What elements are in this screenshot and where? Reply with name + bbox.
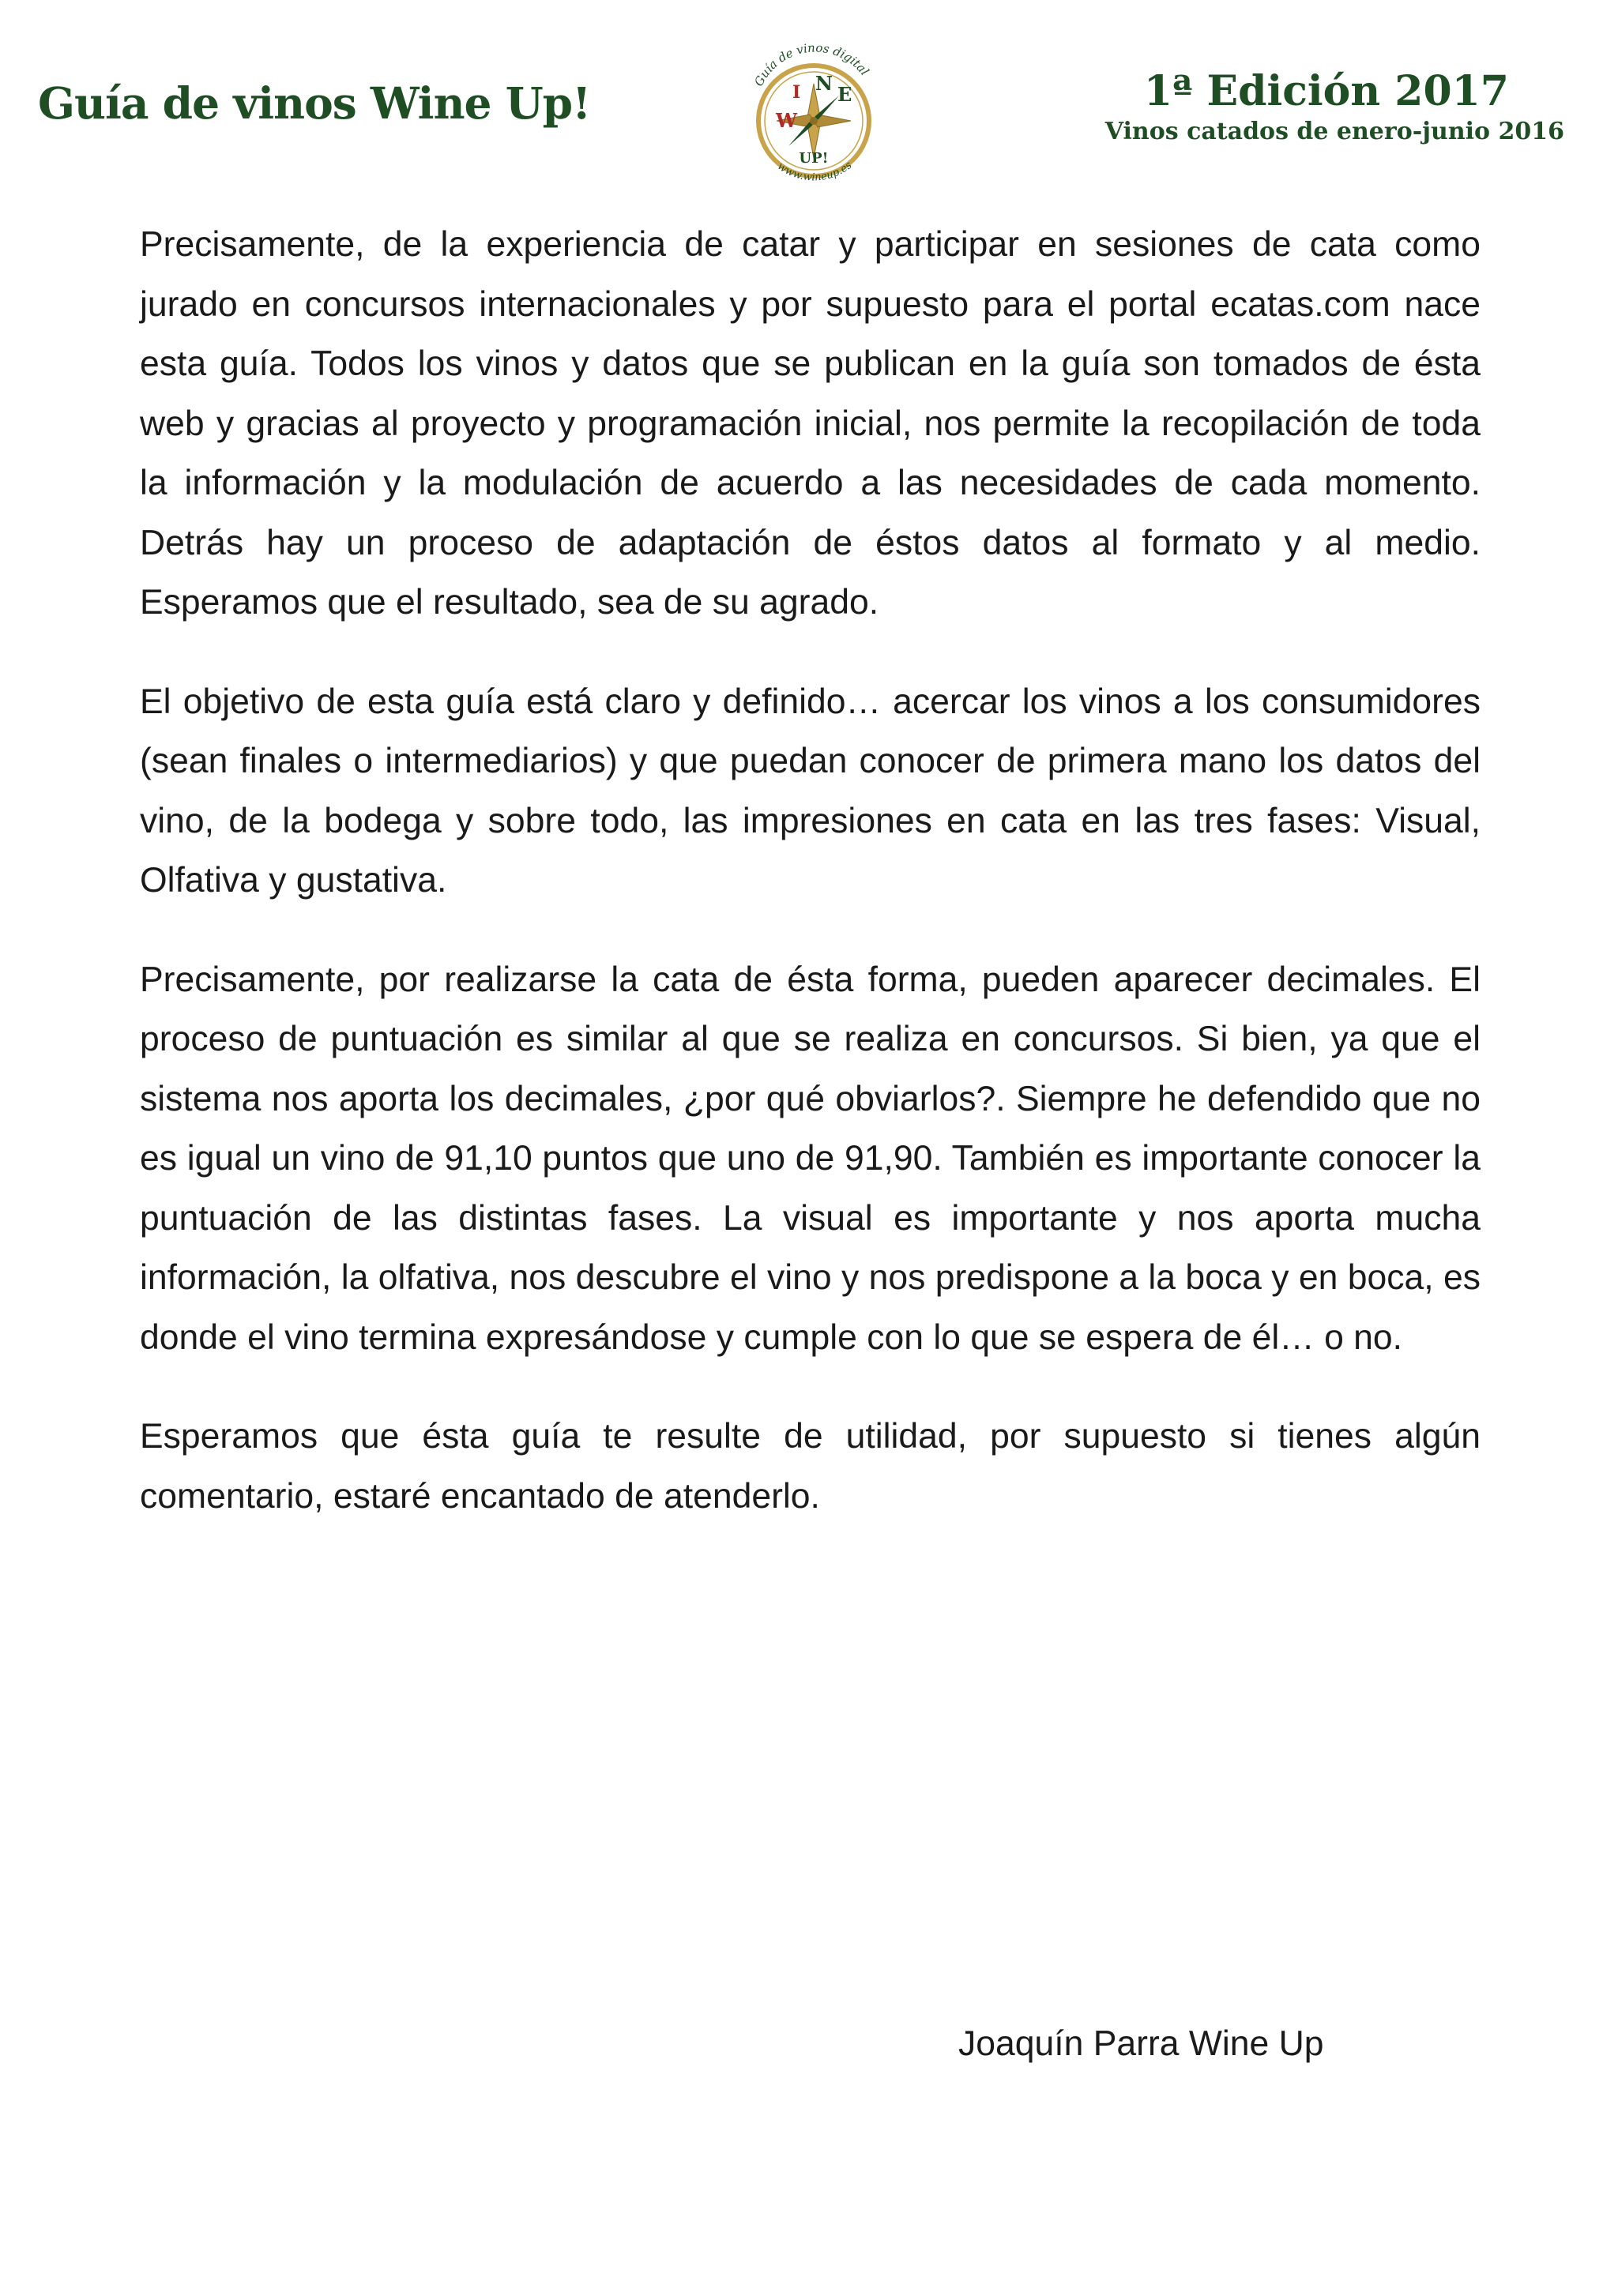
paragraph-3: Precisamente, por realizarse la cata de ésta forma, pueden aparecer decimales. El proceso de puntuación es similar al que se realiza en concursos. Si bien, ya que el sistema nos aporta los decimales, ¿por qué obviarlos?. Siempre he defendido que no es igual un vino de 91,10 puntos que uno de 91,90. También es importante conocer la puntuación de las distintas fases. La visual es importante y nos aporta mucha información, la olfativa, nos descubre el vino y nos predispone a la boca y en boca, es donde el vino termina expresándose y cumple con lo que se espera de él… o no. (140, 960, 1481, 1357)
paragraph-1: Precisamente, de la experiencia de catar y participar en sesiones de cata como jurado en concursos internacionales y por supuesto para el portal ecatas.com nace esta guía. Todos los vinos y datos que se publican en la guía son tomados de ésta web y gracias al proyecto y programación inicial, nos permite la recopilación de toda la información y la modulación de acuerdo a las necesidades de cada momento. Detrás hay un proceso de adaptación de éstos datos al formato y al medio. Esperamos que el resultado, sea de su agrado. (140, 225, 1481, 622)
paragraph-2: El objetivo de esta guía está claro y definido… acercar los vinos a los consumidores (sean finales o intermediarios) y que puedan conocer de primera mano los datos del vino, de la bodega y sobre todo, las impresiones en cata en las tres fases: Visual, Olfativa y gustativa. (140, 682, 1481, 900)
logo-letter-n: N (815, 72, 833, 95)
wineup-compass-logo (727, 22, 901, 196)
logo-up-text: UP! (799, 150, 829, 167)
logo-arc-text: Guía de vinos digital (751, 40, 872, 89)
edition-title: 1ª Edición 2017 (1143, 67, 1509, 115)
edition-subtitle: Vinos catados de enero-junio 2016 (1104, 118, 1564, 145)
edition-block (1074, 66, 1564, 147)
paragraph-4: Esperamos que ésta guía te resulte de utilidad, por supuesto si tienes algún comentario, estaré encantado de atenderlo. (140, 1417, 1481, 1516)
logo-letter-w: W (776, 109, 797, 132)
body-text (140, 215, 1481, 1565)
page-header (0, 0, 1618, 197)
guide-title: Guía de vinos Wine Up! (38, 77, 591, 129)
logo-letter-e: E (837, 83, 852, 106)
logo-url-text: www.wineup.es (775, 159, 855, 184)
signature: Joaquín Parra Wine Up (958, 2024, 1324, 2063)
logo-letter-i: I (792, 82, 801, 103)
